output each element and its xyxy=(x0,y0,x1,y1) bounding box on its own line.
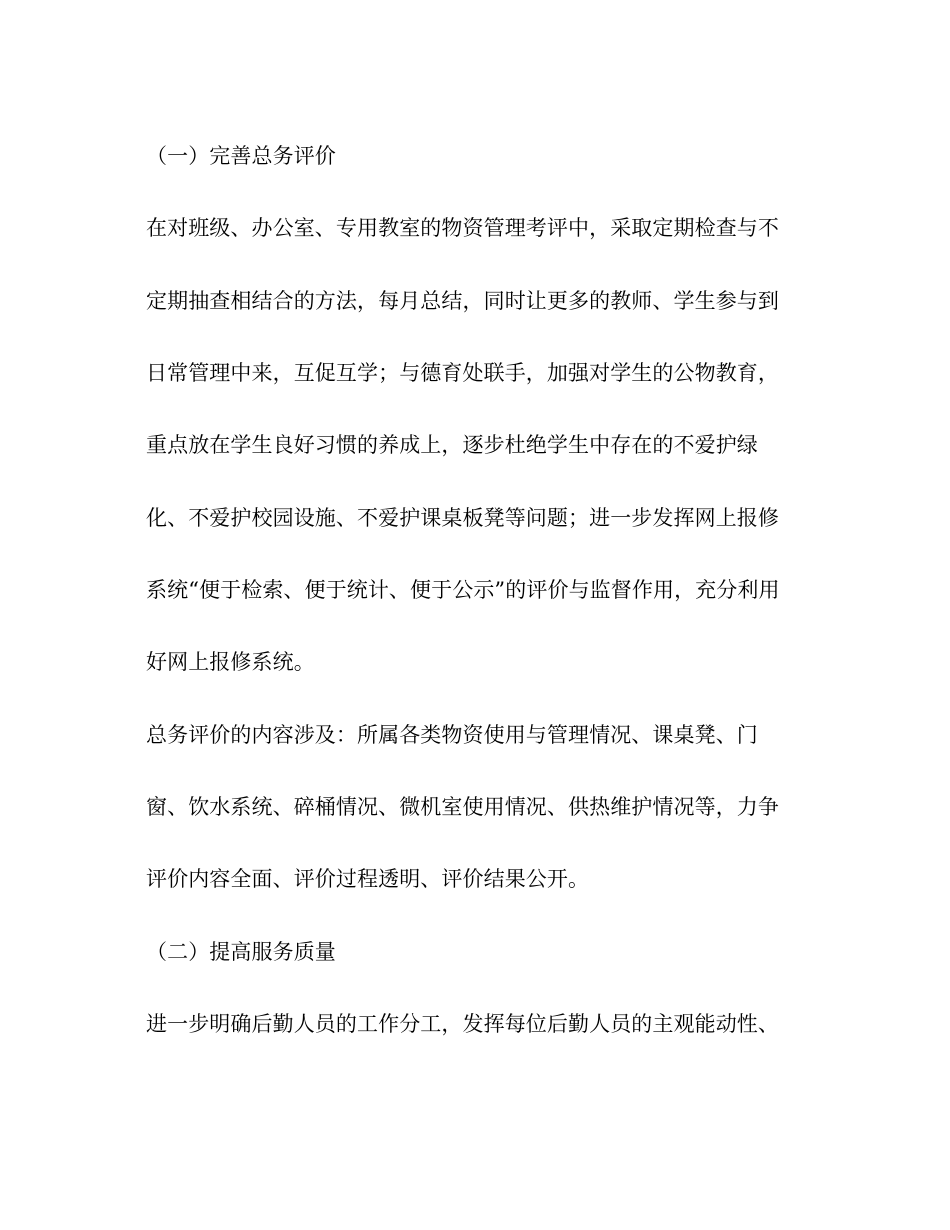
paragraph-1-line-7: 好网上报修系统。 xyxy=(146,650,315,674)
section-heading-2: （二）提高服务质量 xyxy=(146,940,336,964)
paragraph-1-line-2: 定期抽查相结合的方法，每月总结，同时让更多的教师、学生参与到 xyxy=(146,289,779,313)
paragraph-1-line-3: 日常管理中来，互促互学；与德育处联手，加强对学生的公物教育， xyxy=(146,361,779,385)
paragraph-2-line-2: 窗、饮水系统、碎桶情况、微机室使用情况、供热维护情况等，力争 xyxy=(146,795,779,819)
paragraph-1-line-5: 化、不爱护校园设施、不爱护课桌板凳等问题；进一步发挥网上报修 xyxy=(146,506,779,530)
paragraph-2-line-3: 评价内容全面、评价过程透明、评价结果公开。 xyxy=(146,867,590,891)
paragraph-2-line-1: 总务评价的内容涉及：所属各类物资使用与管理情况、课桌凳、门 xyxy=(146,723,758,747)
paragraph-1-line-4: 重点放在学生良好习惯的养成上，逐步杜绝学生中存在的不爱护绿 xyxy=(146,433,758,457)
paragraph-1-line-1: 在对班级、办公室、专用教室的物资管理考评中，采取定期检查与不 xyxy=(146,216,779,240)
section-heading-1: （一）完善总务评价 xyxy=(146,144,336,168)
paragraph-1-line-6: 系统“便于检索、便于统计、便于公示”的评价与监督作用，充分利用 xyxy=(146,578,780,602)
paragraph-3-line-1: 进一步明确后勤人员的工作分工，发挥每位后勤人员的主观能动性、 xyxy=(146,1012,779,1036)
